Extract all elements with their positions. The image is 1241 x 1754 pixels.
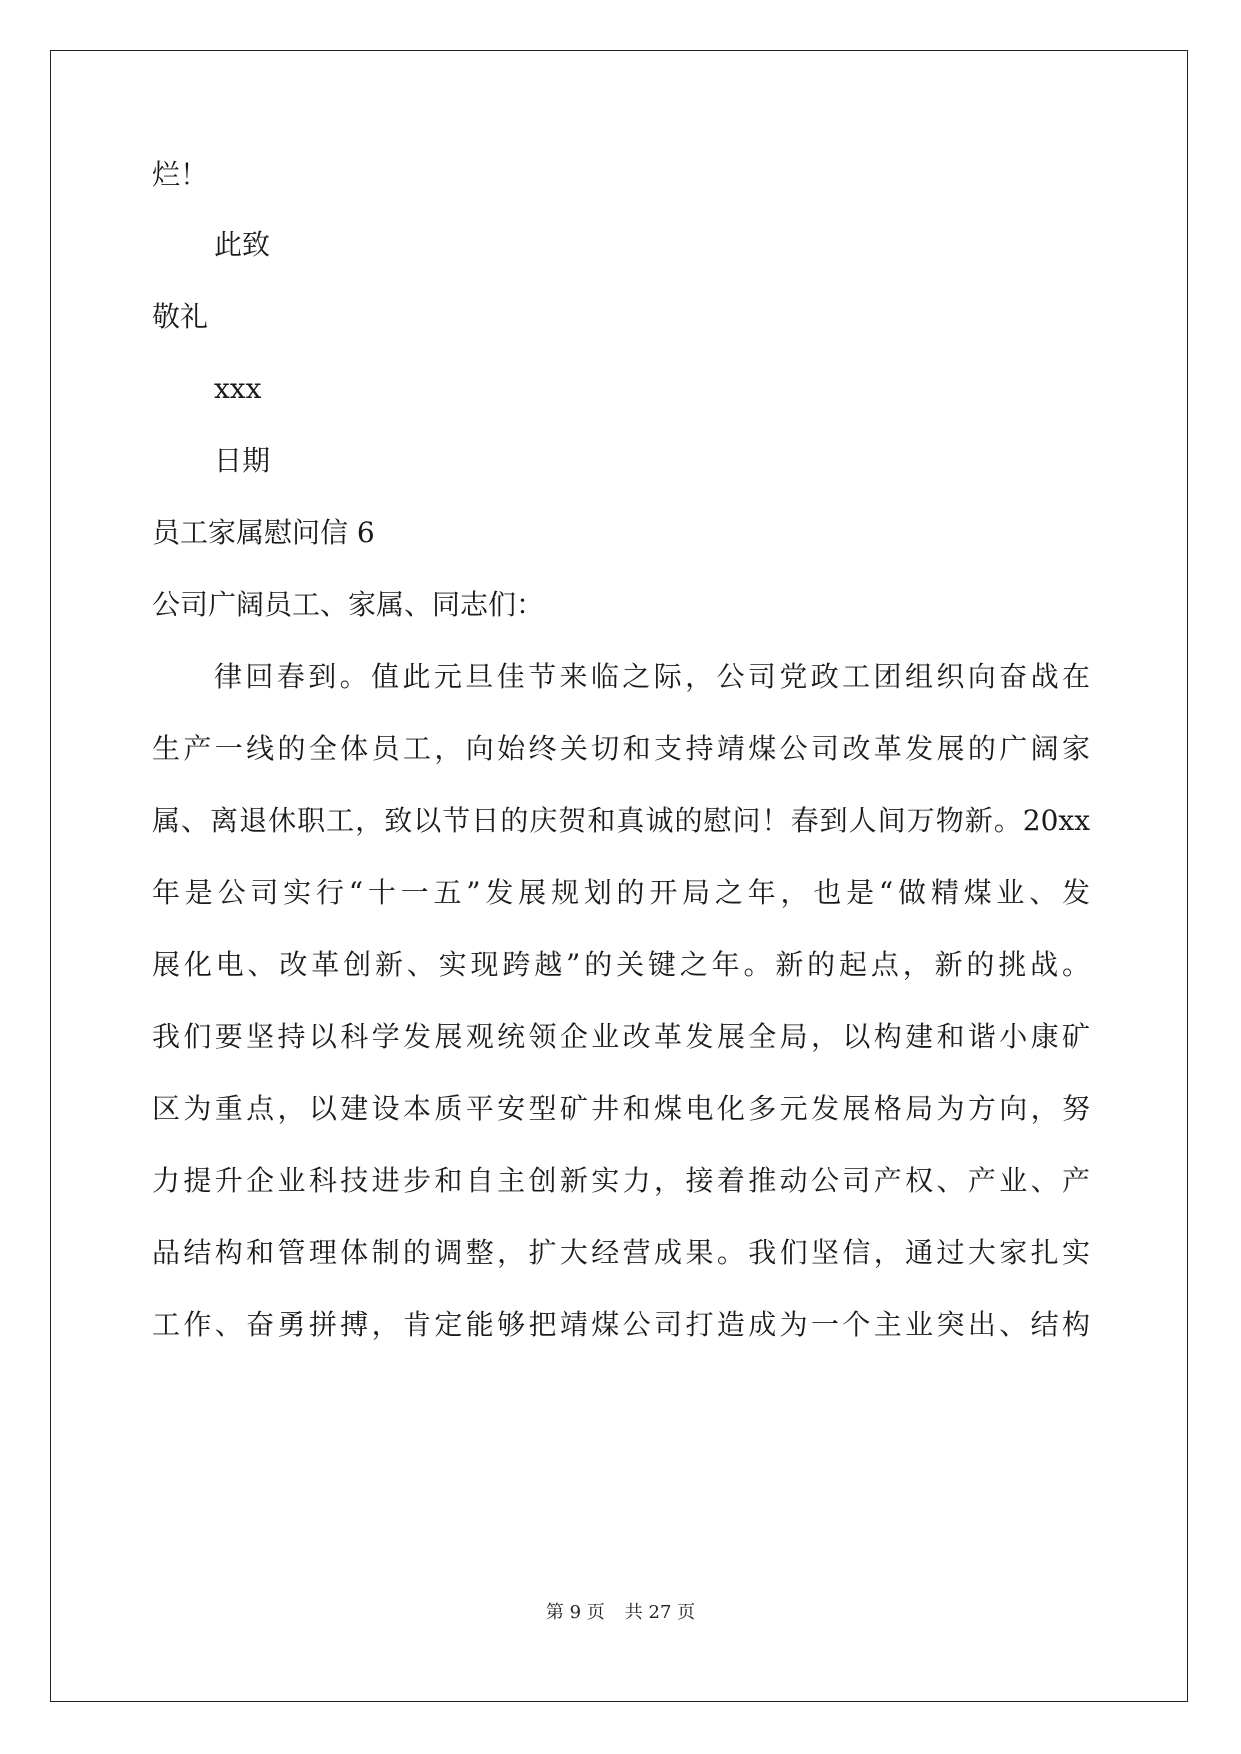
page-footer — [0, 1598, 1241, 1624]
text-line-1: 烂！ — [152, 158, 209, 191]
text-line-closing: 此致 — [214, 228, 271, 261]
body-line-6: 我们要坚持以科学发展观统领企业改革发展全局，以构建和谐小康矿 — [152, 1020, 1090, 1053]
section-heading: 员工家属慰问信 6 — [152, 516, 375, 549]
body-line-4: 年是公司实行“十一五”发展规划的开局之年，也是“做精煤业、发 — [152, 876, 1090, 909]
body-line-7: 区为重点，以建设本质平安型矿井和煤电化多元发展格局为方向，努 — [152, 1092, 1090, 1125]
body-line-9: 品结构和管理体制的调整，扩大经营成果。我们坚信，通过大家扎实 — [152, 1236, 1090, 1269]
body-line-5: 展化电、改革创新、实现跨越”的关键之年。新的起点，新的挑战。 — [152, 948, 1090, 981]
page-number: 第 9 页 — [545, 1602, 605, 1623]
body-line-1: 律回春到。值此元旦佳节来临之际，公司党政工团组织向奋战在 — [214, 660, 1090, 693]
body-line-8: 力提升企业科技进步和自主创新实力，接着推动公司产权、产业、产 — [152, 1164, 1090, 1197]
text-line-date: 日期 — [214, 444, 271, 477]
text-line-signature: xxx — [214, 372, 262, 405]
text-line-salute: 敬礼 — [152, 300, 209, 333]
body-line-3: 属、离退休职工，致以节日的庆贺和真诚的慰问！春到人间万物新。20xx — [152, 804, 1090, 837]
body-line-10: 工作、奋勇拼搏，肯定能够把靖煤公司打造成为一个主业突出、结构 — [152, 1308, 1090, 1341]
salutation-line: 公司广阔员工、家属、同志们： — [152, 588, 545, 621]
body-line-2: 生产一线的全体员工，向始终关切和支持靖煤公司改革发展的广阔家 — [152, 732, 1090, 765]
total-pages: 共 27 页 — [624, 1602, 696, 1623]
